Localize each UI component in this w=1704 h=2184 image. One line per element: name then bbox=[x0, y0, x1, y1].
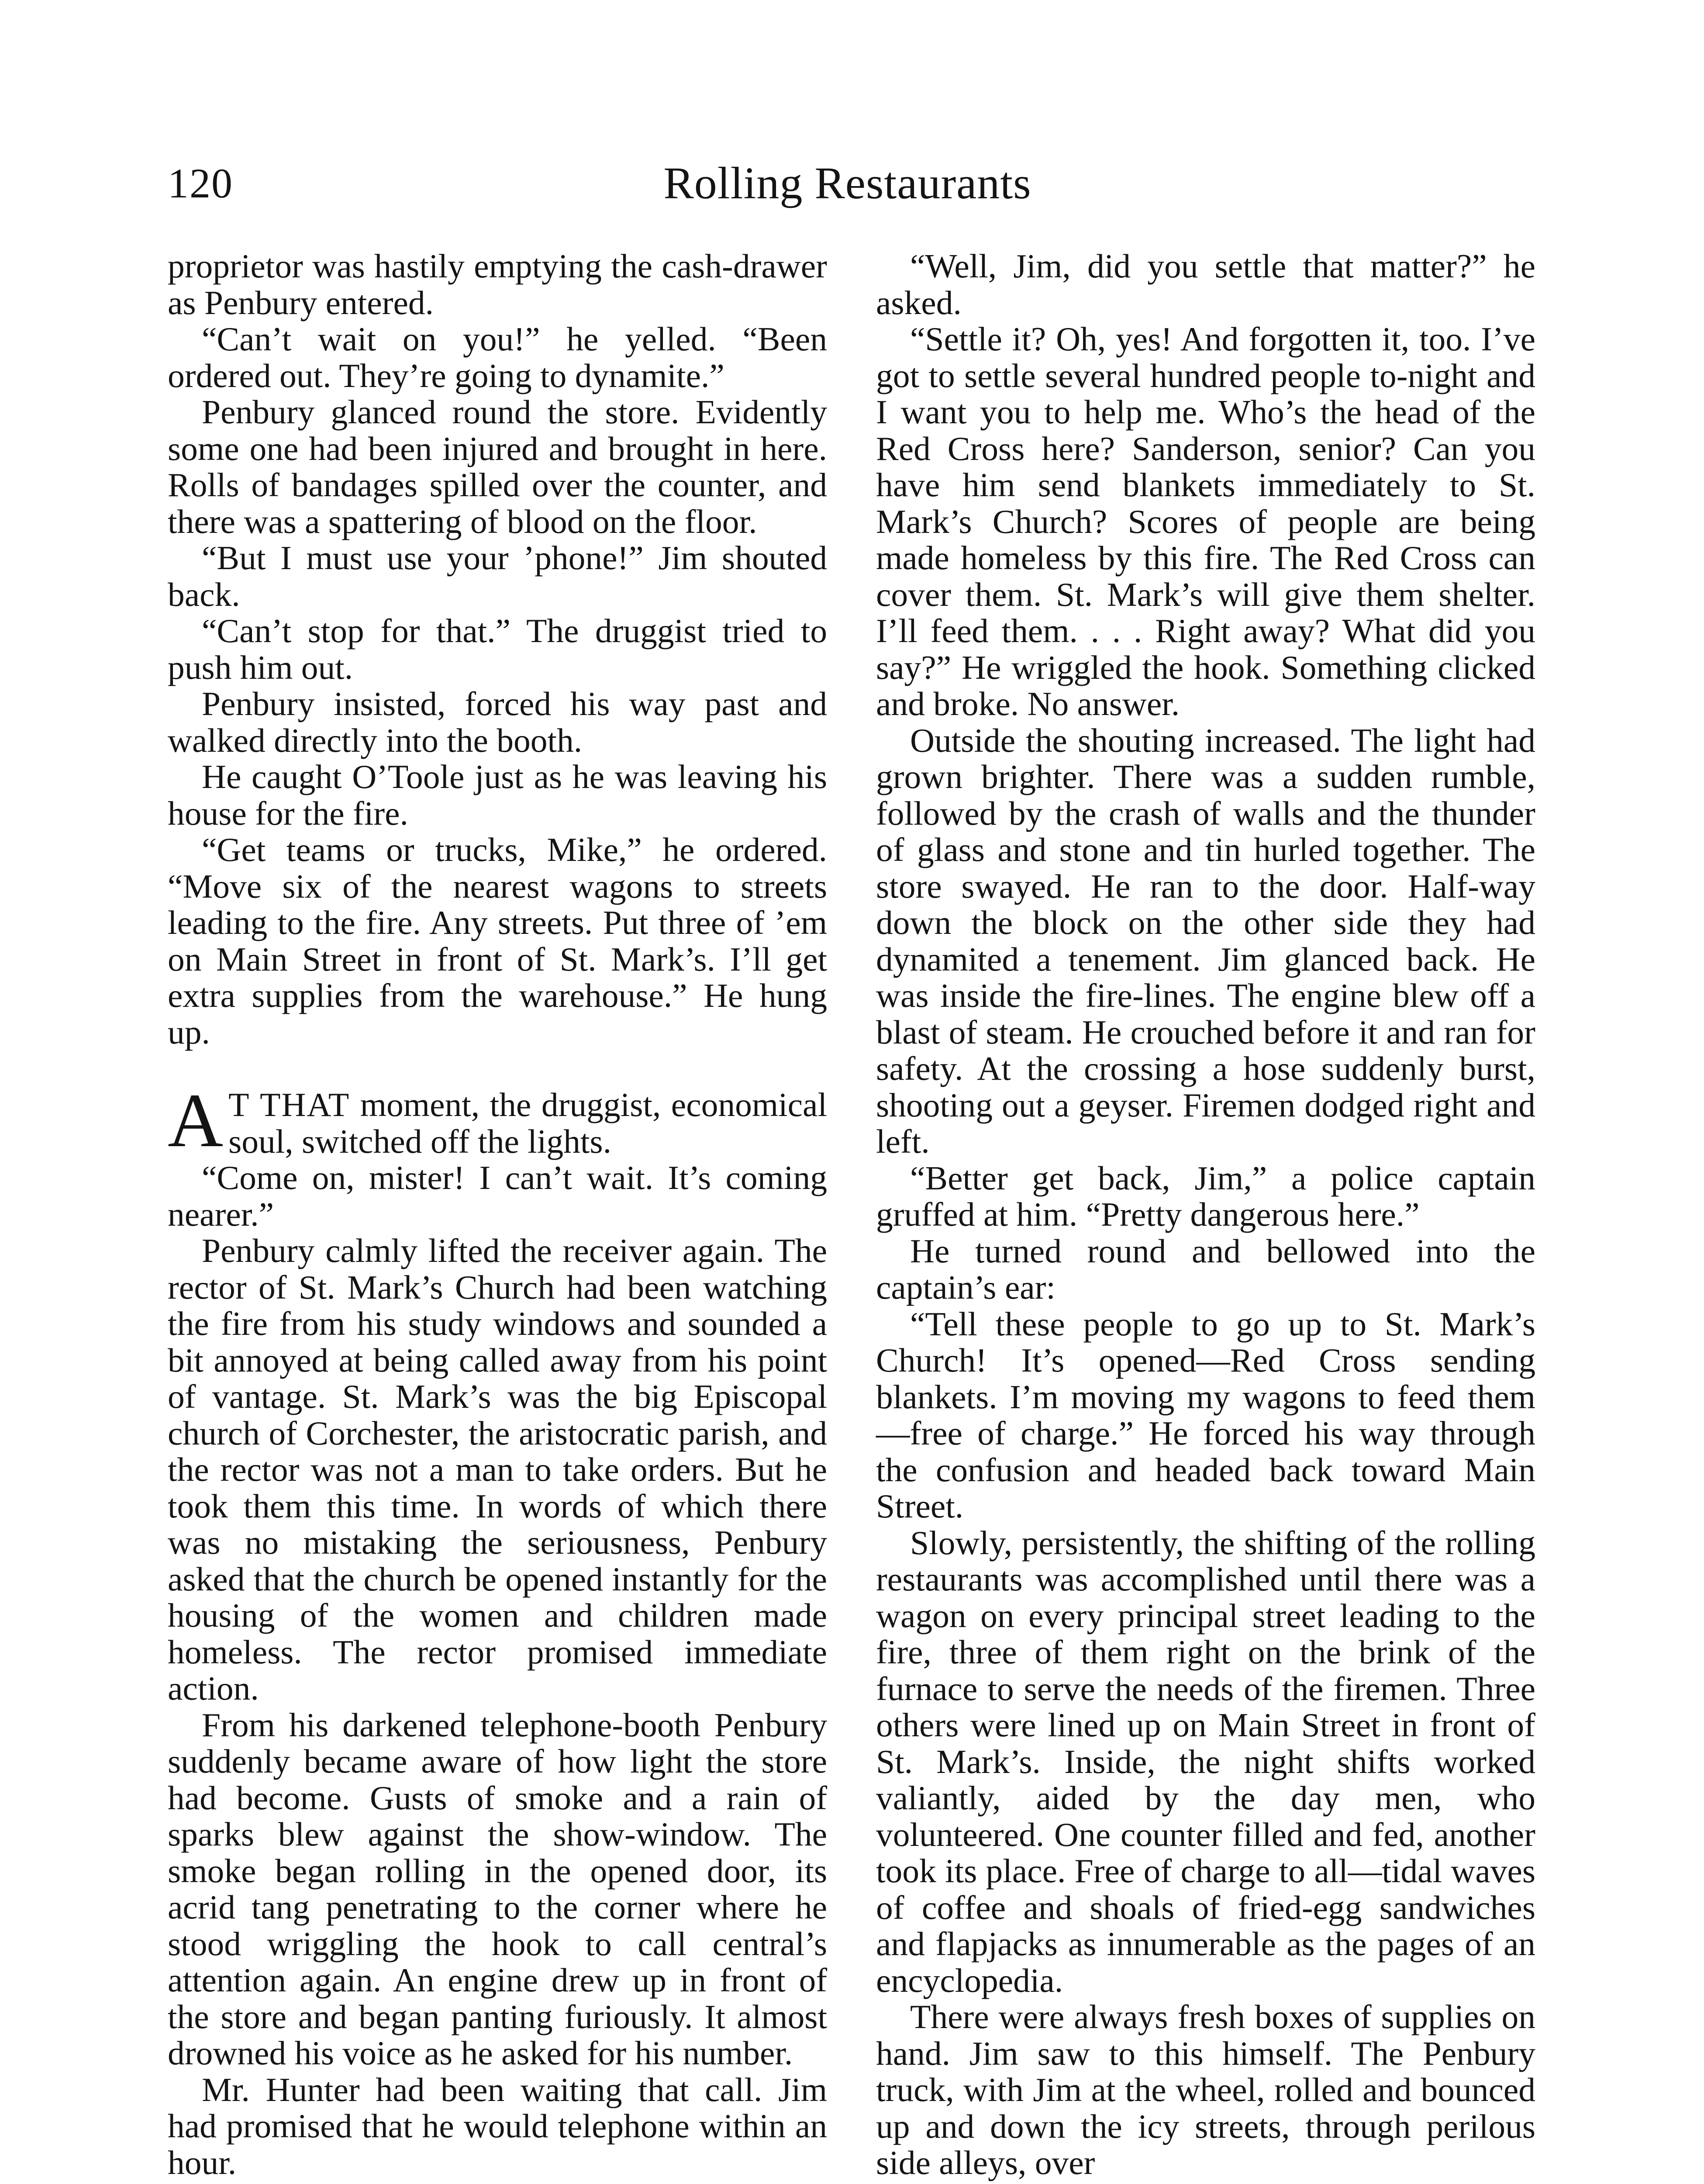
running-title: Rolling Restaurants bbox=[663, 158, 1031, 208]
paragraph: “Settle it? Oh, yes! And forgotten it, too. I’ve got to settle several hundred people to-night and I want you to help me. Who’s the head of the Red Cross here? Sanderson, senior? Can you have him send blankets immediately to St. Mark’s Church? Scores of people are being made homeless by this fire. The Red Cross can cover them. St. Mark’s will give them shelter. I’ll feed them. . . . Right away? What did you say?” He wriggled the hook. Something clicked and broke. No answer. bbox=[876, 320, 1535, 722]
section-opening-paragraph bbox=[168, 1078, 827, 1163]
paragraph: “Can’t stop for that.” The druggist tried to push him out. bbox=[168, 612, 827, 686]
paragraph: Mr. Hunter had been waiting that call. Jim had promised that he would telephone within an hour. bbox=[168, 2070, 827, 2181]
paragraph: Penbury calmly lifted the receiver again. The rector of St. Mark’s Church had been watching the fire from his study windows and sounded a bit annoyed at being called away from his point of vantage. St. Mark’s was the big Episcopal church of Corchester, the aristocratic parish, and the rector was not a man to take orders. But he took them this time. In words of which there was no mistaking the seriousness, Penbury asked that the church be opened instantly for the housing of the women and children made homeless. The rector promised immediate action. bbox=[168, 1232, 827, 1707]
paragraph: proprietor was hastily emptying the cash-drawer as Penbury entered. bbox=[168, 247, 827, 321]
paragraph: “Can’t wait on you!” he yelled. “Been ordered out. They’re going to dynamite.” bbox=[168, 320, 827, 394]
paragraph: “Well, Jim, did you settle that matter?” he asked. bbox=[876, 247, 1535, 321]
paragraph: “But I must use your ’phone!” Jim shouted back. bbox=[168, 539, 827, 613]
paragraph: There were always fresh boxes of supplies on hand. Jim saw to this himself. The Penbury truck, with Jim at the wheel, rolled and bounced up and down the icy streets, through perilous side alleys, over bbox=[876, 1998, 1535, 2181]
paragraph: Outside the shouting increased. The light had grown brighter. There was a sudden rumble, followed by the crash of walls and the thunder of glass and stone and tin hurled together. The store swayed. He ran to the door. Half-way down the block on the other side they had dynamited a tenement. Jim glanced back. He was inside the fire-lines. The engine blew off a blast of steam. He crouched before it and ran for safety. At the crossing a hose suddenly burst, shooting out a geyser. Firemen dodged right and left. bbox=[876, 721, 1535, 1160]
paragraph: “Come on, mister! I can’t wait. It’s coming nearer.” bbox=[168, 1159, 827, 1233]
left-column bbox=[168, 248, 827, 2181]
paragraph: Penbury glanced round the store. Evidently some one had been injured and brought in here. Rolls of bandages spilled over the counter, and there was a spattering of blood on the floor. bbox=[168, 393, 827, 540]
page-header bbox=[168, 157, 1527, 210]
paragraph: Slowly, persistently, the shifting of the rolling restaurants was accomplished until there was a wagon on every principal street leading to the fire, three of them right on the brink of the furnace to serve the needs of the firemen. Three others were lined up on Main Street in front of St. Mark’s. Inside, the night shifts worked valiantly, aided by the day men, who volunteered. One counter filled and fed, another took its place. Free of charge to all—tidal waves of coffee and shoals of fried-egg sandwiches and flapjacks as innumerable as the pages of an encyclopedia. bbox=[876, 1524, 1535, 1999]
paragraph: Penbury insisted, forced his way past and walked directly into the booth. bbox=[168, 685, 827, 759]
paragraph: “Tell these people to go up to St. Mark’s Church! It’s opened—Red Cross sending blankets. I’m moving my wagons to feed them—free of charge.” He forced his way through the confusion and headed back toward Main Street. bbox=[876, 1305, 1535, 1525]
paragraph: “Better get back, Jim,” a police captain gruffed at him. “Pretty dangerous here.” bbox=[876, 1159, 1535, 1233]
small-caps-lead: T THAT bbox=[228, 1086, 350, 1123]
paragraph: “Get teams or trucks, Mike,” he ordered. “Move six of the nearest wagons to streets leading to the fire. Any streets. Put three of ’em on Main Street in front of St. Mark’s. I’ll get extra supplies from the warehouse.” He hung up. bbox=[168, 831, 827, 1051]
drop-cap: A bbox=[168, 1078, 224, 1163]
page-number: 120 bbox=[168, 160, 233, 207]
paragraph: He caught O’Toole just as he was leaving his house for the fire. bbox=[168, 758, 827, 832]
section-opening-text: moment, the druggist, economical soul, switched off the lights. bbox=[228, 1086, 827, 1160]
paragraph: From his darkened telephone-booth Penbury suddenly became aware of how light the store had become. Gusts of smoke and a rain of sparks blew against the show-window. The smoke began rolling in the opened door, its acrid tang penetrating to the corner where he stood wriggling the hook to call central’s attention again. An engine drew up in front of the store and began panting furiously. It almost drowned his voice as he asked for his number. bbox=[168, 1706, 827, 2072]
right-column bbox=[876, 248, 1535, 2181]
paragraph: He turned round and bellowed into the captain’s ear: bbox=[876, 1232, 1535, 1306]
